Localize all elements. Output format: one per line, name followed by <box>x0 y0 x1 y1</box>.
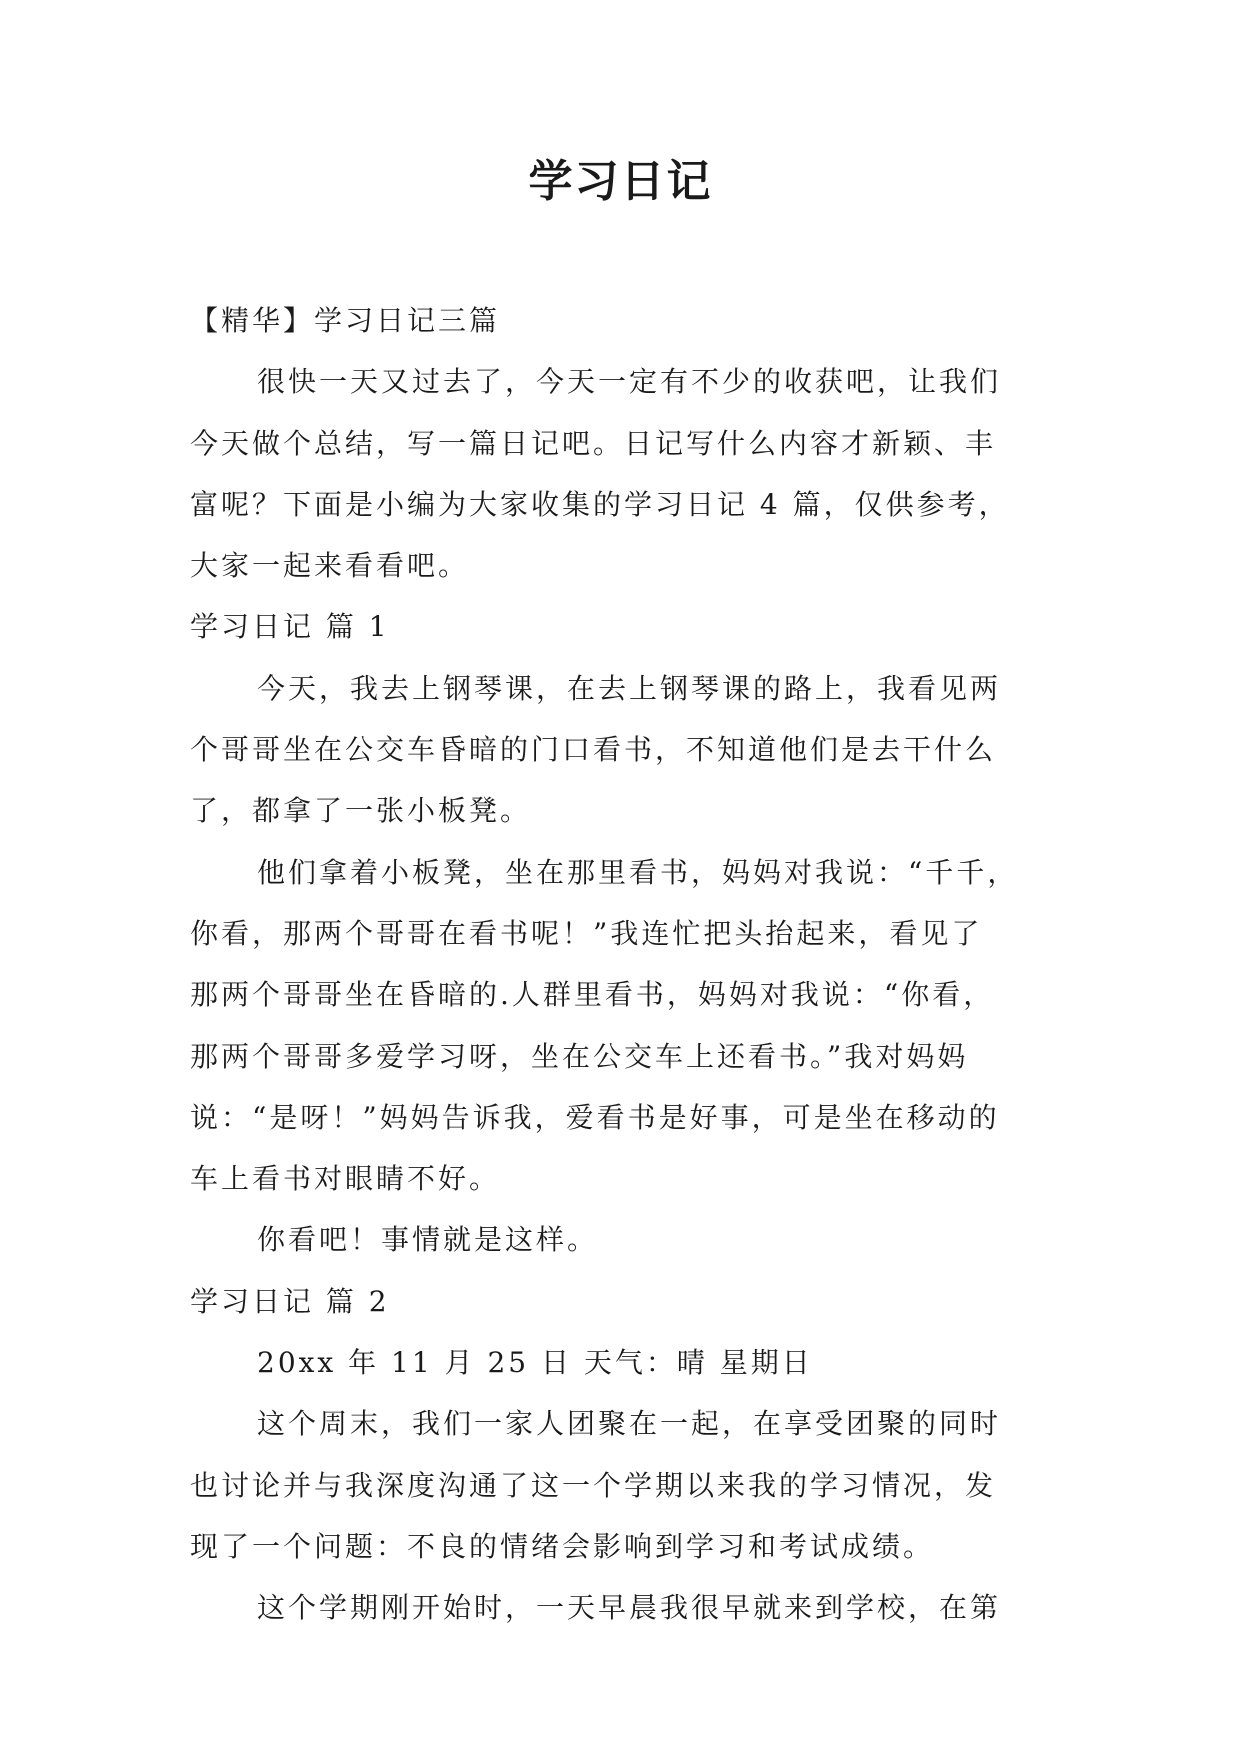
text-line: 车上看书对眼睛不好。 <box>190 1162 501 1196</box>
text-line: 个哥哥坐在公交车昏暗的门口看书，不知道他们是去干什么 <box>190 733 997 767</box>
text-line: 学习日记 篇 2 <box>190 1284 390 1318</box>
text-line: 今天，我去上钢琴课，在去上钢琴课的路上，我看见两 <box>257 671 1002 705</box>
text-line: 很快一天又过去了，今天一定有不少的收获吧，让我们 <box>257 365 1002 399</box>
document-title: 学习日记 <box>528 156 713 207</box>
text-line: 那两个哥哥多爱学习呀，坐在公交车上还看书。”我对妈妈 <box>190 1039 969 1073</box>
text-line: 现了一个问题：不良的情绪会影响到学习和考试成绩。 <box>190 1529 935 1563</box>
text-line: 说：“是呀！”妈妈告诉我，爱看书是好事，可是坐在移动的 <box>190 1100 1000 1134</box>
text-line: 也讨论并与我深度沟通了这一个学期以来我的学习情况，发 <box>190 1468 997 1502</box>
text-line: 那两个哥哥坐在昏暗的.人群里看书，妈妈对我说：“你看， <box>190 978 995 1012</box>
document-body <box>190 290 1060 1639</box>
text-line: 【精华】学习日记三篇 <box>190 304 501 337</box>
text-line: 他们拿着小板凳，坐在那里看书，妈妈对我说：“千千， <box>257 855 1019 889</box>
text-line: 20xx 年 11 月 25 日 天气：晴 星期日 <box>257 1346 813 1380</box>
text-line: 富呢？下面是小编为大家收集的学习日记 4 篇，仅供参考， <box>190 487 1010 521</box>
text-line: 你看，那两个哥哥在看书呢！”我连忙把头抬起来，看见了 <box>190 916 983 950</box>
text-line: 了，都拿了一张小板凳。 <box>190 794 532 828</box>
text-line: 你看吧！事情就是这样。 <box>257 1223 599 1257</box>
text-line: 大家一起来看看吧。 <box>190 549 470 583</box>
text-line: 学习日记 篇 1 <box>190 610 390 644</box>
text-line: 这个周末，我们一家人团聚在一起，在享受团聚的同时 <box>257 1407 1002 1441</box>
text-line: 这个学期刚开始时，一天早晨我很早就来到学校，在第 <box>257 1591 1002 1625</box>
text-line: 今天做个总结，写一篇日记吧。日记写什么内容才新颖、丰 <box>190 426 997 460</box>
